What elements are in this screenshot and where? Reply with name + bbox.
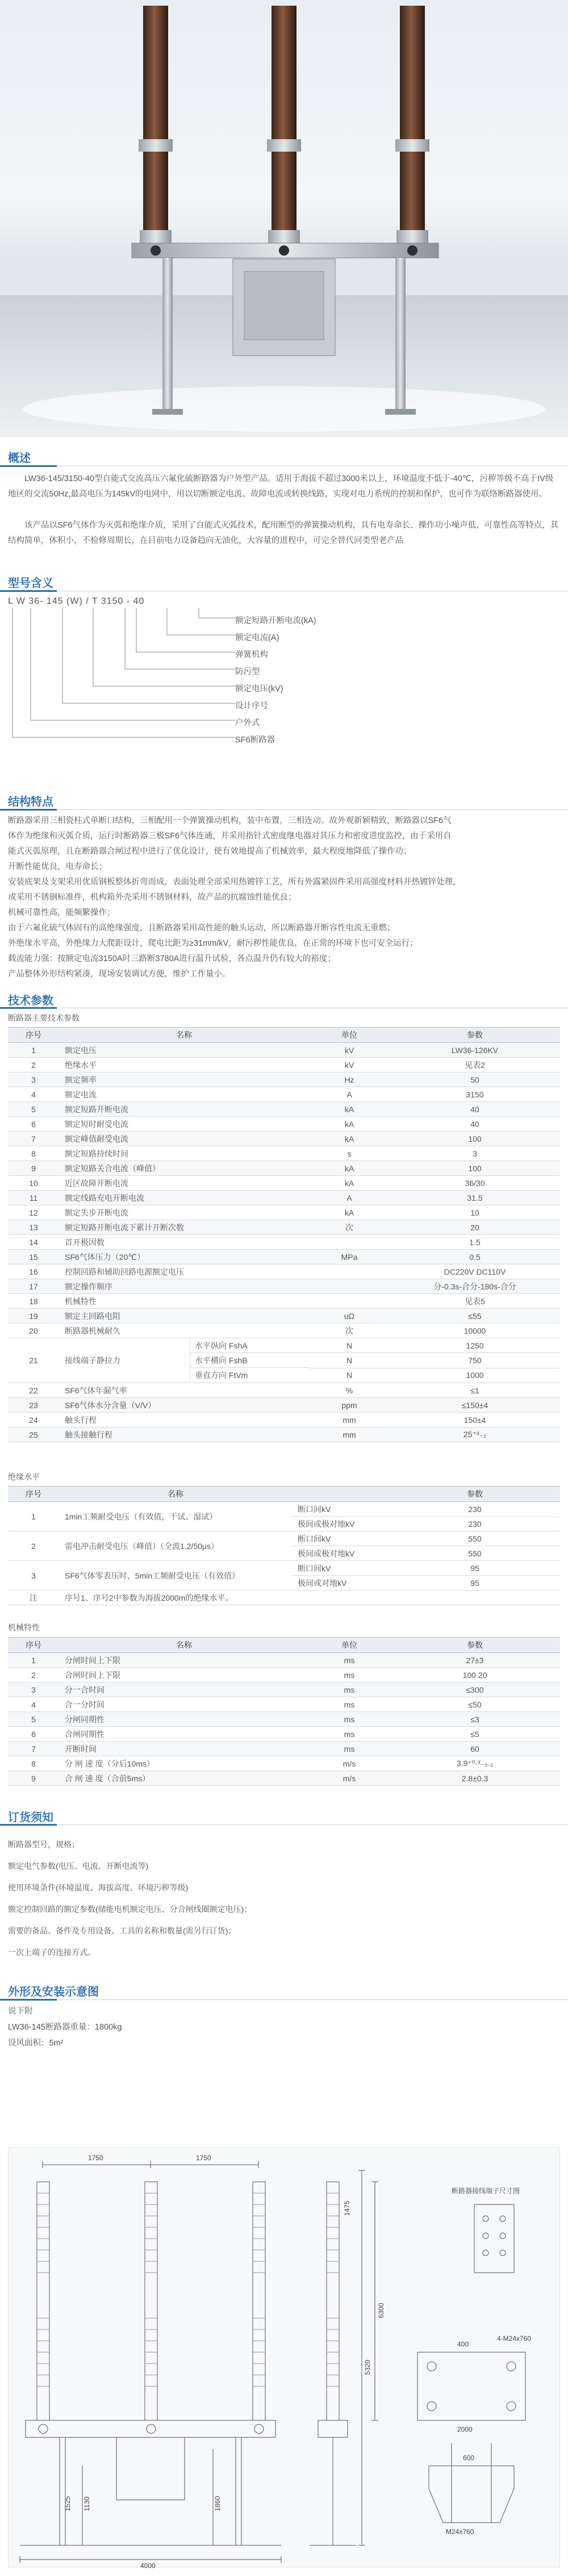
table-cell: 18 <box>8 1294 59 1309</box>
table-row <box>8 1264 560 1279</box>
table-cell: 20 <box>8 1324 59 1338</box>
table-subcell: 水平纵向 FshA <box>190 1338 309 1353</box>
table-cell: 开断时间 <box>59 1742 309 1756</box>
outline-title: 外形及安装示意图 <box>8 1986 99 1998</box>
table-cell: 雷电冲击耐受电压（峰值）（全波1.2/50μs） <box>59 1531 292 1561</box>
table-cell: 3 <box>8 1682 59 1697</box>
table-row <box>8 1398 560 1413</box>
table-cell: 150±4 <box>390 1413 560 1427</box>
table-cell: 7 <box>8 1742 59 1756</box>
insulator-columns <box>139 6 429 244</box>
table-row <box>8 1309 560 1324</box>
outline-divider <box>0 1999 568 2000</box>
order-item: 需要的备品、备件及专用设备、工具的名称和数量(需另行订货)； <box>8 1926 236 1935</box>
table-row <box>8 1413 560 1427</box>
table-cell: 合 闸 速 度（合前5ms） <box>59 1771 309 1786</box>
table-cell: 触头接触行程 <box>59 1427 309 1442</box>
table-row <box>8 1383 560 1398</box>
table-cell: 230 <box>390 1502 560 1517</box>
table-row <box>8 1132 560 1146</box>
table-cell: A <box>309 1087 390 1102</box>
table-cell: 断口间kV <box>292 1561 390 1576</box>
model-legend-item: 户外式 <box>235 719 260 728</box>
table-cell: 1 <box>8 1043 59 1058</box>
dim-4000: 4000 <box>140 2562 156 2568</box>
table-cell: ≤5 <box>390 1727 560 1742</box>
order-title: 订货须知 <box>8 1811 53 1824</box>
table-row <box>8 1072 560 1087</box>
dim-1860: 1860 <box>214 2496 222 2511</box>
table-cell: LW36-126KV <box>390 1043 560 1058</box>
structure-line: 载流能力强：按额定电流3150A时三路断3780A进行温升试验，各点温升仍有较大的裕度； <box>8 954 336 963</box>
table-row <box>8 1235 560 1250</box>
table-cell: 13 <box>8 1220 59 1235</box>
model-legend-item: 弹簧机构 <box>235 650 268 659</box>
table-cell: 次 <box>309 1324 390 1338</box>
dim-m24: M24x760 <box>446 2528 474 2536</box>
dim-1475: 1475 <box>343 2201 351 2216</box>
table-cell: 9 <box>8 1161 59 1176</box>
table-row <box>8 1294 560 1309</box>
model-legend-item: 额定电压(kV) <box>235 684 283 694</box>
table-cell: ≤50 <box>390 1697 560 1712</box>
table-cell: 36/30 <box>390 1176 560 1191</box>
table-row <box>8 1058 560 1072</box>
table-cell: 25⁺³₋₂ <box>390 1427 560 1442</box>
table-cell: SF6气体水分含量（V/V） <box>59 1398 309 1413</box>
order-list <box>8 1834 252 1963</box>
table-cell: N <box>309 1368 390 1383</box>
table-cell: kV <box>309 1058 390 1072</box>
table-cell: 额定频率 <box>59 1072 309 1087</box>
dimension-drawing <box>9 2148 561 2568</box>
overview-title: 概述 <box>8 452 31 465</box>
table-cell: 近区故障开断电流 <box>59 1176 309 1191</box>
product-photo <box>0 0 568 437</box>
dim-1130: 1130 <box>83 2496 91 2511</box>
table-row <box>8 1205 560 1220</box>
table-header-cell: 参数 <box>390 1028 560 1043</box>
table-cell: 分-0.3s-合分-180s-合分 <box>390 1279 560 1294</box>
model-legend-lines <box>8 607 247 794</box>
table-cell: 额定电流 <box>59 1087 309 1102</box>
table-row <box>8 1756 560 1771</box>
table-cell: 5 <box>8 1102 59 1117</box>
overview-paragraph-1: LW36-145/3150-40型自能式交流高压六氟化硫断路器为户外型产品。适用于海拔不超过3000米以上，环境温度不低于-40℃，污秽等级不高于IV级地区的交流50Hz,最高电压为145kV的电网中，用以切断额定电流、故障电流或转换线路，实现对电力系统的控制和保护，也可作为联络断路器使用。 <box>8 474 554 499</box>
table-header-cell: 名称 <box>59 1638 309 1653</box>
table-cell: 2.8±0.3 <box>390 1771 560 1786</box>
table-cell: 550 <box>390 1531 560 1546</box>
table-row <box>8 1102 560 1117</box>
table-row <box>8 1682 560 1697</box>
table-cell: 6 <box>8 1117 59 1132</box>
table-cell: 9 <box>8 1771 59 1786</box>
table-cell: ms <box>309 1712 390 1727</box>
table-cell: 见表2 <box>390 1058 560 1072</box>
table-cell: 额定线路充电开断电流 <box>59 1191 309 1205</box>
table-cell: SF6气体压力（20℃） <box>59 1250 309 1264</box>
table-cell: m/s <box>309 1756 390 1771</box>
dim-2000: 2000 <box>457 2425 473 2433</box>
table-row <box>8 1043 560 1058</box>
tech-table <box>8 1027 560 1442</box>
table-cell: 见表5 <box>390 1294 560 1309</box>
table-cell: 首开极因数 <box>59 1235 309 1250</box>
order-item: 断路器型号，规格； <box>8 1840 80 1849</box>
table-row <box>8 1324 560 1338</box>
model-legend-item: 防污型 <box>235 667 260 677</box>
structure-line: 体作为绝缘和灭弧介质，运行时断路器三极SF6气体连通，并采用指针式密度继电器对其压力和密度进度监控，由于采用自 <box>8 832 452 841</box>
outline-drawing <box>8 2147 560 2567</box>
table-cell <box>309 1294 390 1309</box>
model-legend-item: 额定短路开断电流(kA) <box>235 616 316 625</box>
model-legend-item: SF6断路器 <box>235 736 275 745</box>
structure-line: 产品整体外形结构紧凑，现场安装调试方便，维护工作量小。 <box>8 970 231 979</box>
table-cell: ≤300 <box>390 1682 560 1697</box>
insulation-title: 绝缘水平 <box>8 1472 40 1481</box>
table-cell: ≤1 <box>390 1383 560 1398</box>
structure-line: 由于六氟化硫气体固有的高绝缘强度，且断路器采用高性能的触头运动，所以断路器开断容性电流无重燃； <box>8 924 395 933</box>
order-item: 额定控制回路的额定参数(储能电机额定电压、分合闸线圈额定电压)； <box>8 1905 252 1914</box>
table-row <box>8 1279 560 1294</box>
table-cell: 额定短时耐受电流 <box>59 1117 309 1132</box>
order-item: 一次上端子的连接方式。 <box>8 1948 95 1957</box>
table-header-cell: 参数 <box>390 1638 560 1653</box>
table-cell: DC220V DC110V <box>390 1264 560 1279</box>
table-cell: 22 <box>8 1383 59 1398</box>
table-cell: 机械特性 <box>59 1294 309 1309</box>
table-cell: N <box>309 1338 390 1353</box>
table-cell: ≤3 <box>390 1712 560 1727</box>
table-row <box>8 1117 560 1132</box>
table-cell: 3150 <box>390 1087 560 1102</box>
table-row <box>8 1727 560 1742</box>
terminal-drawing-label: 断路器接线端子尺寸图 <box>452 2187 520 2195</box>
dim-1525: 1525 <box>64 2496 72 2511</box>
table-cell <box>59 1338 309 1383</box>
table-row <box>8 1590 560 1605</box>
table-cell: 25 <box>8 1427 59 1442</box>
table-cell: 额定主回路电阻 <box>59 1309 309 1324</box>
table-cell: 分 闸 速 度（分后10ms） <box>59 1756 309 1771</box>
tech-subtitle: 断路器主要技术参数 <box>8 1013 80 1022</box>
table-cell: ≤55 <box>390 1309 560 1324</box>
table-cell: 550 <box>390 1546 560 1561</box>
table-cell: 额定电压 <box>59 1043 309 1058</box>
table-cell: uΩ <box>309 1309 390 1324</box>
table-cell: 8 <box>8 1756 59 1771</box>
table-cell: 10000 <box>390 1324 560 1338</box>
table-cell: 31.5 <box>390 1191 560 1205</box>
model-title: 型号含义 <box>8 577 53 590</box>
table-cell: 额定操作顺序 <box>59 1279 309 1294</box>
table-cell: 极间或极对地kV <box>292 1517 390 1531</box>
table-cell: 16 <box>8 1264 59 1279</box>
table-row <box>8 1087 560 1102</box>
structure-divider <box>0 809 568 810</box>
table-cell: 14 <box>8 1235 59 1250</box>
table-row <box>8 1668 560 1682</box>
table-cell: 4 <box>8 1697 59 1712</box>
table-row <box>8 1146 560 1161</box>
table-cell: 0.5 <box>390 1250 560 1264</box>
table-cell: kV <box>309 1043 390 1058</box>
table-cell: 断路器机械耐久 <box>59 1324 309 1338</box>
outline-line-3: 设风面积：5m² <box>8 2039 64 2048</box>
table-header-cell: 序号 <box>8 1028 59 1043</box>
table-cell: 40 <box>390 1117 560 1132</box>
table-cell: 3 <box>8 1561 59 1590</box>
table-header-cell: 名称 <box>59 1028 309 1043</box>
table-cell: 17 <box>8 1279 59 1294</box>
table-subcell: 垂直方向 FtVm <box>195 1371 248 1380</box>
table-row <box>8 1771 560 1786</box>
table-cell: kA <box>309 1117 390 1132</box>
dim-4-m24: 4-M24x760 <box>497 2335 532 2343</box>
table-cell: 750 <box>390 1353 560 1368</box>
table-cell: 100 20 <box>390 1668 560 1682</box>
model-code: L W 36- 145 (W) / T 3150 - 40 <box>8 596 145 606</box>
table-cell: 合闸时间上下限 <box>59 1668 309 1682</box>
table-cell: ppm <box>309 1398 390 1413</box>
table-row <box>8 1338 560 1353</box>
table-cell: 额定失步开断电流 <box>59 1205 309 1220</box>
table-cell: ms <box>309 1727 390 1742</box>
table-cell: 额定短路持续时间 <box>59 1146 309 1161</box>
structure-line: 或采用不锈钢标准件，机构箱外壳采用不锈钢材料，故产品的抗腐蚀性能优良； <box>8 893 296 902</box>
table-cell: 断口间kV <box>292 1531 390 1546</box>
table-cell: 4 <box>8 1087 59 1102</box>
structure-line: 能式灭弧原理，且在断路器合闸过程中进行了优化设计，使有效地提高了机械效率，最大程度地降低了操作功； <box>8 847 412 856</box>
table-cell: ms <box>309 1653 390 1668</box>
order-item: 额定电气参数(电压、电流、开断电流等) <box>8 1861 149 1871</box>
dim-5320: 5320 <box>364 2360 371 2375</box>
table-cell: 绝缘水平 <box>59 1058 309 1072</box>
dim-400: 400 <box>457 2340 469 2348</box>
table-cell: 11 <box>8 1191 59 1205</box>
dim-600: 600 <box>463 2454 475 2462</box>
structure-text <box>8 813 560 982</box>
table-cell: 额定短路开断电流下累计开断次数 <box>59 1220 309 1235</box>
table-cell: 1.5 <box>390 1235 560 1250</box>
table-cell: m/s <box>309 1771 390 1786</box>
table-cell: 分闸同期性 <box>59 1712 309 1727</box>
table-cell: 1000 <box>390 1368 560 1383</box>
table-header-cell <box>292 1487 390 1502</box>
model-legend <box>235 612 316 749</box>
table-cell: 10 <box>8 1176 59 1191</box>
table-cell: 19 <box>8 1309 59 1324</box>
table-cell: 注 <box>8 1590 59 1605</box>
table-header-cell: 参数 <box>390 1487 560 1502</box>
table-cell: kA <box>309 1176 390 1191</box>
table-cell: 3 <box>390 1146 560 1161</box>
table-cell: mm <box>309 1427 390 1442</box>
table-cell: SF6气体零表压时，5min工频耐受电压（有效值） <box>59 1561 292 1590</box>
table-cell: N <box>309 1353 390 1368</box>
table-cell: 20 <box>390 1220 560 1235</box>
structure-line: 机械可靠性高，能频繁操作； <box>8 908 115 917</box>
table-cell: 1250 <box>390 1338 560 1353</box>
table-cell: 10 <box>390 1205 560 1220</box>
table-header-cell: 单位 <box>309 1638 390 1653</box>
outline-line-2: LW36-145断路器重量：1800kg <box>8 2023 122 2032</box>
table-cell: 40 <box>390 1102 560 1117</box>
table-cell: 100 <box>390 1161 560 1176</box>
table-header-cell: 序号 <box>8 1487 59 1502</box>
mech-table <box>8 1637 560 1786</box>
model-legend-item: 额定电流(A) <box>235 633 279 642</box>
table-cell: 5 <box>8 1712 59 1727</box>
table-cell: 分一合时间 <box>59 1682 309 1697</box>
table-row <box>8 1250 560 1264</box>
table-cell: 95 <box>390 1561 560 1576</box>
table-cell: 极间或对地kV <box>292 1576 390 1590</box>
table-cell: 断口间kV <box>292 1502 390 1517</box>
table-cell: SF6气体年漏气率 <box>59 1383 309 1398</box>
table-cell: 1 <box>8 1653 59 1668</box>
table-cell: ms <box>309 1668 390 1682</box>
table-cell: 2 <box>8 1668 59 1682</box>
order-item: 使用环境条件(环境温度、海拔高度、环境污秽等级) <box>8 1883 189 1892</box>
table-cell: 合一分时间 <box>59 1697 309 1712</box>
table-cell: 极间或极对地kV <box>292 1546 390 1561</box>
outline-line-1: 说下附 <box>8 2007 33 2016</box>
table-cell: 触头行程 <box>59 1413 309 1427</box>
dim-1750-a: 1750 <box>88 2154 103 2162</box>
table-row <box>8 1427 560 1442</box>
table-cell: MPa <box>309 1250 390 1264</box>
table-cell: ms <box>309 1697 390 1712</box>
structure-title: 结构特点 <box>8 796 53 808</box>
table-cell: kA <box>309 1161 390 1176</box>
table-cell: ms <box>309 1742 390 1756</box>
table-row <box>8 1531 560 1546</box>
tech-title: 技术参数 <box>8 995 53 1007</box>
table-cell: A <box>309 1191 390 1205</box>
table-cell: 60 <box>390 1742 560 1756</box>
table-cell: 1 <box>8 1502 59 1531</box>
structure-line: 开断性能优良，电寿命长； <box>8 862 107 871</box>
table-cell: 3 <box>8 1072 59 1087</box>
table-cell: 15 <box>8 1250 59 1264</box>
table-cell: 次 <box>309 1220 390 1235</box>
table-header-cell: 单位 <box>309 1028 390 1043</box>
table-row <box>8 1712 560 1727</box>
table-row <box>8 1653 560 1668</box>
table-cell: 分闸时间上下限 <box>59 1653 309 1668</box>
table-cell: 27±3 <box>390 1653 560 1668</box>
table-cell: 1min工频耐受电压（有效值，干试、湿试） <box>59 1502 292 1531</box>
table-row <box>8 1697 560 1712</box>
table-cell: s <box>309 1146 390 1161</box>
table-cell: 2 <box>8 1531 59 1561</box>
table-header-cell: 名称 <box>59 1487 292 1502</box>
table-cell: mm <box>309 1413 390 1427</box>
table-cell: 序号1、序号2中参数为海拔2000m的绝缘水平。 <box>59 1590 560 1605</box>
table-cell: % <box>309 1383 390 1398</box>
table-cell: 6 <box>8 1727 59 1742</box>
table-row <box>8 1502 560 1517</box>
table-cell: 接线端子静拉力 <box>65 1356 120 1365</box>
table-row <box>8 1191 560 1205</box>
table-cell: ≤150±4 <box>390 1398 560 1413</box>
table-row <box>8 1742 560 1756</box>
table-header-cell: 序号 <box>8 1638 59 1653</box>
dim-1750-b: 1750 <box>196 2154 211 2162</box>
table-row <box>8 1220 560 1235</box>
table-cell: Hz <box>309 1072 390 1087</box>
table-cell <box>309 1279 390 1294</box>
table-cell: kA <box>309 1132 390 1146</box>
table-cell: 100 <box>390 1132 560 1146</box>
table-cell: 95 <box>390 1576 560 1590</box>
table-row <box>8 1561 560 1576</box>
structure-line: 安装底架及支架采用优质钢板整体折弯而成，表面处理全部采用热镀锌工艺，所有外露紧固件采用高强度材料并热镀锌处理， <box>8 878 461 887</box>
overview-paragraph-2: 该产品以SF6气体作为灭弧和绝缘介质，采用了自能式灭弧技术，配用断型的弹簧操动机构，具有电寿命长、操作功小噪声低、可靠性高等特点，其结构简单，体积小，不检修周期长，在目前电力设备趋向无油化，大容量的进程中，可完全替代同类型老产品 <box>8 521 559 545</box>
table-cell: 8 <box>8 1146 59 1161</box>
table-cell: 7 <box>8 1132 59 1146</box>
model-legend-item: 设计序号 <box>235 702 268 711</box>
circuit-breaker-illustration <box>0 0 568 437</box>
dim-6300: 6300 <box>377 2303 385 2318</box>
table-cell: 控制回路和辅助回路电源额定电压 <box>59 1264 309 1279</box>
table-cell: 230 <box>390 1517 560 1531</box>
table-cell: 3.9⁺⁰·³₋₀.₂ <box>390 1756 560 1771</box>
table-cell: 额定峰值耐受电流 <box>59 1132 309 1146</box>
mech-title: 机械特性 <box>8 1623 40 1632</box>
table-cell <box>309 1235 390 1250</box>
table-subcell: 水平横向 FshB <box>190 1353 309 1368</box>
table-cell <box>309 1264 390 1279</box>
structure-line: 外绝缘水平高，外绝缘力大爬距设计，爬电比距为≥31mm/kV，耐污秽性能优良，在正常的环境下也可安全运行； <box>8 939 418 948</box>
table-cell: 23 <box>8 1398 59 1413</box>
table-cell: 50 <box>390 1072 560 1087</box>
table-cell: 合闸同期性 <box>59 1727 309 1742</box>
table-cell: 2 <box>8 1058 59 1072</box>
table-cell: kA <box>309 1205 390 1220</box>
table-cell: 21 <box>8 1338 59 1383</box>
table-cell: kA <box>309 1102 390 1117</box>
insulation-table <box>8 1486 560 1605</box>
table-row <box>8 1176 560 1191</box>
table-cell: 额定短路关合电流（峰值） <box>59 1161 309 1176</box>
table-cell: 12 <box>8 1205 59 1220</box>
table-cell: ms <box>309 1682 390 1697</box>
table-cell: 额定短路开断电流 <box>59 1102 309 1117</box>
table-row <box>8 1161 560 1176</box>
structure-line: 断路器采用三相瓷柱式单断口结构，三相配用一个弹簧操动机构，装中布置，三相连动。故外观新颖精致，断路器以SF6气 <box>8 816 452 825</box>
table-cell: 24 <box>8 1413 59 1427</box>
